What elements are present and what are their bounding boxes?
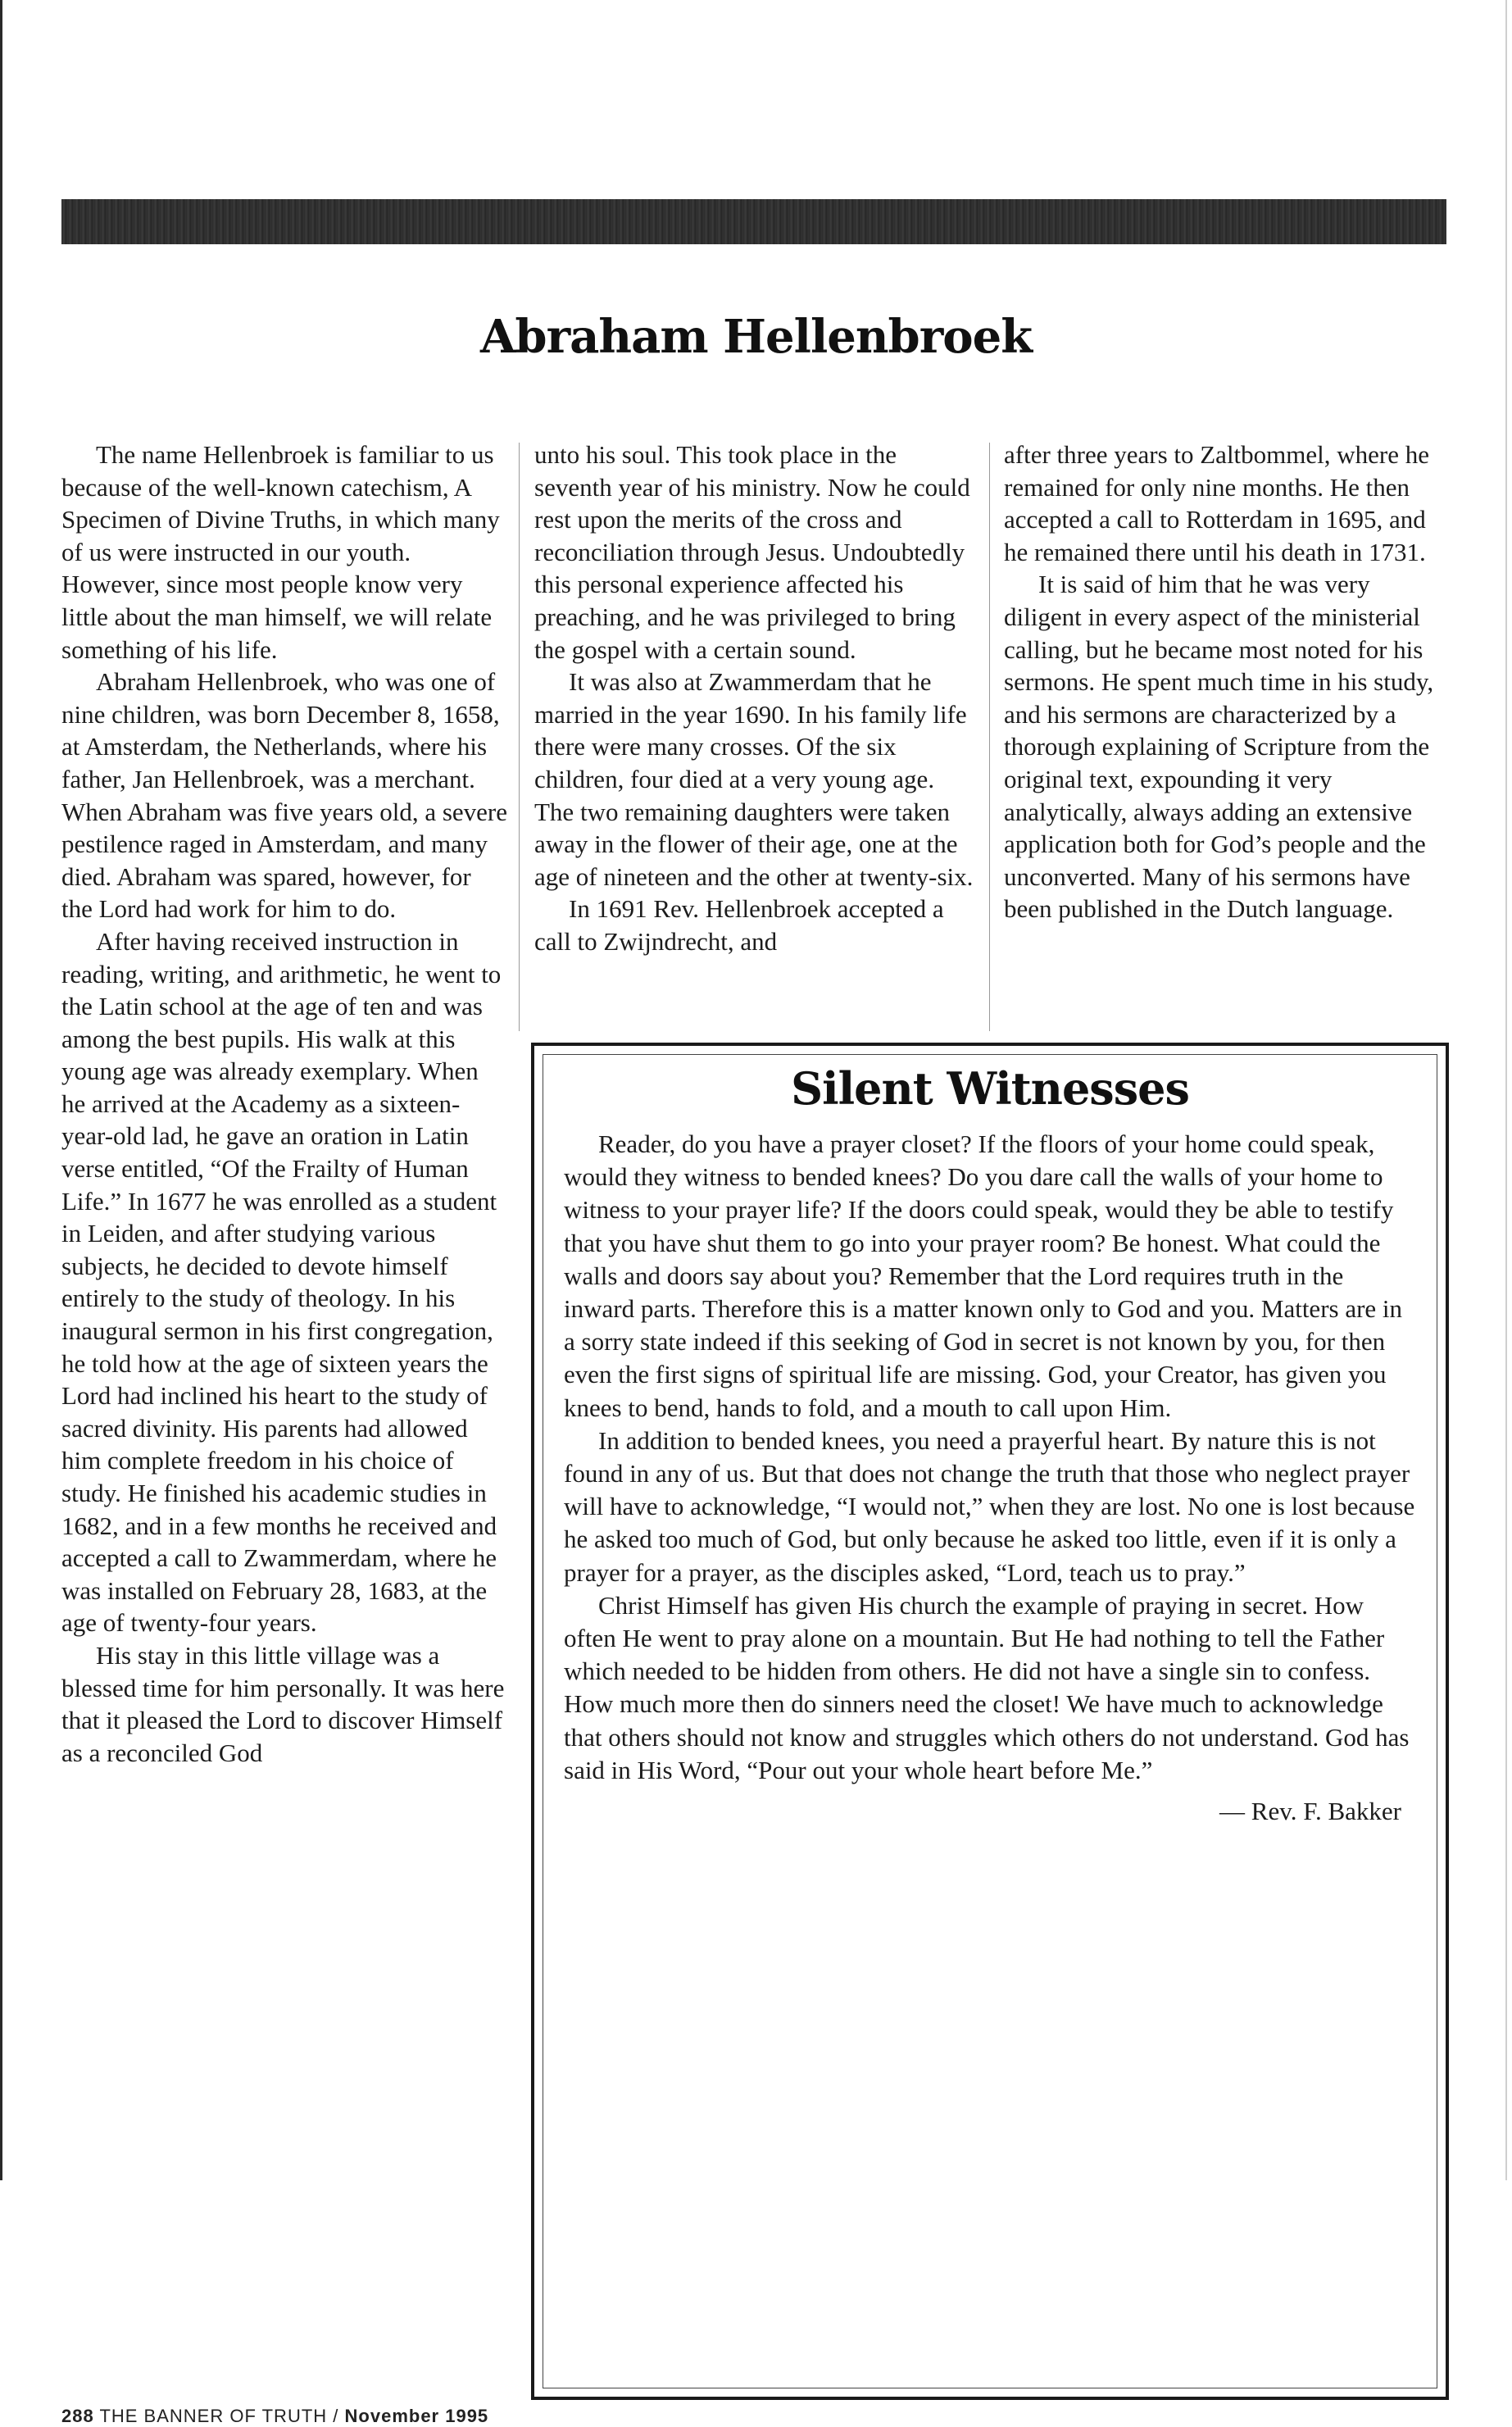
header-band [61, 199, 1446, 244]
issue-date: November 1995 [344, 2406, 489, 2426]
page-number: 288 [61, 2406, 94, 2426]
sidebar-box [531, 1043, 1449, 2400]
paragraph: After having received instruction in reading, writing, and arithmetic, he went to the Latin school at the age of ten and was among the best pupils. His walk at this young age was already exemplary. When he arrived at the Academy as a sixteen-year-old lad, he gave an oration in Latin verse entitled, “Of the Frailty of Human Life.” In 1677 he was enrolled as a student in Leiden, and after studying various subjects, he decided to devote himself entirely to the study of theology. In his inaugural sermon in his first congregation, he told how at the age of sixteen years the Lord had inclined his heart to the study of sacred divinity. His parents had allowed him complete freedom in his choice of study. He finished his academic studies in 1682, and in a few months he received and accepted a call to Zwammerdam, where he was installed on February 28, 1683, at the age of twenty-four years. [61, 926, 502, 1638]
article-column-1 [61, 439, 508, 1769]
paragraph: It is said of him that he was very diligent in every aspect of the ministerial calling, but he became most noted for his sermons. He spent much time in his study, and his sermons are characterized by a thorough explaining of Scripture from the original text, expounding it very analytically, always adding an extensive application both for God’s people and the unconverted. Many of his sermons have been published in the Dutch language. [1004, 570, 1434, 924]
column-divider [989, 443, 990, 1031]
article-title: Abraham Hellenbroek [479, 310, 1032, 364]
paragraph: unto his soul. This took place in the seventh year of his ministry. Now he could rest upon the merits of the cross and reconciliation through Jesus. Undoubtedly this personal experience affected his preaching, and he was privileged to bring the gospel with a certain sound. [534, 440, 970, 664]
paragraph: His stay in this little village was a blessed time for him personally. It was here that it pleased the Lord to discover Himself as a reconciled God [61, 1640, 505, 1767]
page-footer [61, 2406, 488, 2427]
paragraph: In 1691 Rev. Hellenbroek accepted a call to Zwijndrecht, and [534, 894, 944, 956]
publication-name: THE BANNER OF TRUTH / [99, 2406, 339, 2426]
sidebar-title: Silent Witnesses [791, 1062, 1189, 1115]
paragraph: It was also at Zwammerdam that he married in the year 1690. In his family life there were many crosses. Of the six children, four died at a very young age. The two remaining daughters were taken away in the flower of their age, one at the age of nineteen and the other at twenty-six. [534, 667, 974, 891]
paragraph: Abraham Hellenbroek, who was one of nine children, was born December 8, 1658, at Amsterdam, the Netherlands, where his father, Jan Hellenbroek, was a merchant. When Abraham was five years old, a severe pestilence raged in Amsterdam, and many died. Abraham was spared, however, for the Lord had work for him to do. [61, 667, 507, 924]
paragraph: Reader, do you have a prayer closet? If the floors of your home could speak, would they witness to bended knees? Do you dare call the walls of your home to witness to your prayer life? If the doors could speak, would they be able to testify that you have shut them to go into your prayer room? Be honest. What could the walls and doors say about you? Remember that the Lord requires truth in the inward parts. Therefore this is a matter known only to God and you. Matters are in a sorry state indeed if this seeking of God in secret is not known by you, for then even the first signs of spiritual life are missing. God, your Creator, has given you knees to bend, hands to fold, and a mouth to call upon Him. [564, 1129, 1403, 1422]
sidebar-text [564, 1128, 1416, 1828]
article-column-2 [534, 439, 977, 958]
paragraph: The name Hellenbroek is familiar to us because of the well-known catechism, A Specimen of Divine Truths, in which many of us were instructed in our youth. However, since most people know very little about the man himself, we will relate something of his life. [61, 440, 500, 664]
article-column-3 [1004, 439, 1451, 925]
paragraph: after three years to Zaltbommel, where he remained for only nine months. He then accepted a call to Rotterdam in 1695, and he remained there until his death in 1731. [1004, 440, 1430, 566]
column-divider [519, 443, 520, 1031]
signature: — Rev. F. Bakker [1219, 1797, 1401, 1826]
paragraph: Christ Himself has given His church the example of praying in secret. How often He went to pray alone on a mountain. But He had nothing to tell the Father which needed to be hidden from others. He did not have a single sin to confess. How much more then do sinners need the closet! We have much to acknowledge that others should not know and struggles which others do not understand. God has said in His Word, “Pour out your whole heart before Me.” [564, 1590, 1410, 1784]
paragraph: In addition to bended knees, you need a prayerful heart. By nature this is not found in any of us. But that does not change the truth that those who neglect prayer will have to acknowledge, “I would not,” when they are lost. No one is lost because he asked too much of God, but only because he asked too little, even if it is only a prayer for a prayer, as the disciples asked, “Lord, teach us to pray.” [564, 1425, 1415, 1587]
